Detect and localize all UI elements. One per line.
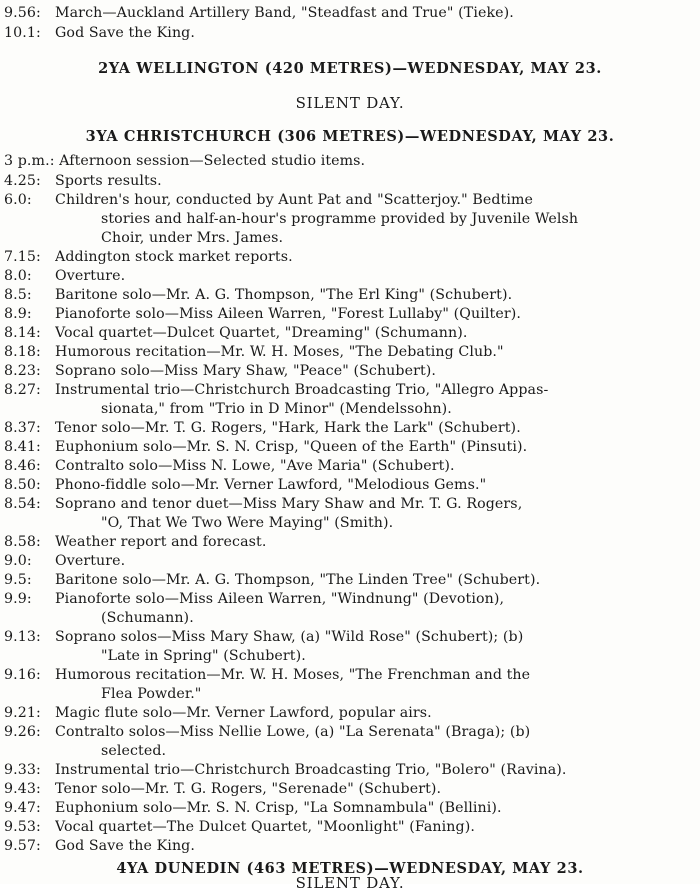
entry-text: Choir, under Mrs. James. [101, 230, 284, 246]
entry-text: Vocal quartet—The Dulcet Quartet, "Moonlight" (Faning). [55, 819, 475, 835]
programme-line [0, 494, 700, 514]
programme-line [0, 342, 700, 362]
programme-line [0, 266, 700, 286]
entry-text: Baritone solo—Mr. A. G. Thompson, "The Erl King" (Schubert). [55, 287, 513, 303]
programme-line [0, 437, 700, 457]
entry-text: Overture. [55, 553, 126, 569]
entry-text: Soprano and tenor duet—Miss Mary Shaw and Mr. T. G. Rogers, [55, 496, 523, 512]
entry-text: "O, That We Two Were Maying" (Smith). [101, 515, 394, 531]
programme-line [0, 703, 700, 723]
programme-line [0, 532, 700, 552]
entry-text: Magic flute solo—Mr. Verner Lawford, popular airs. [55, 705, 432, 721]
entry-time: 8.27: [4, 382, 41, 398]
entry-time: 10.1: [4, 25, 41, 41]
entry-text: Tenor solo—Mr. T. G. Rogers, "Serenade" (Schubert). [55, 781, 442, 797]
entry-time: 8.41: [4, 439, 41, 455]
programme-line-continued [0, 684, 700, 704]
entry-text: Baritone solo—Mr. A. G. Thompson, "The Linden Tree" (Schubert). [55, 572, 541, 588]
programme-line [0, 23, 700, 43]
entry-text: (Schumann). [101, 610, 194, 626]
entry-time: 4.25: [4, 173, 41, 189]
programme-line [0, 722, 700, 742]
entry-text: Pianoforte solo—Miss Aileen Warren, "Forest Lullaby" (Quilter). [55, 306, 521, 322]
entry-text: Sports results. [55, 173, 162, 189]
entry-time: 9.26: [4, 724, 41, 740]
programme-line [0, 304, 700, 324]
entry-time: 9.9: [4, 591, 32, 607]
programme-line-continued [0, 646, 700, 666]
entry-time: 8.37: [4, 420, 41, 436]
programme-line [0, 798, 700, 818]
entry-text: Pianoforte solo—Miss Aileen Warren, "Windnung" (Devotion), [55, 591, 505, 607]
entry-time: 9.57: [4, 838, 41, 854]
entry-text: Vocal quartet—Dulcet Quartet, "Dreaming" (Schumann). [55, 325, 468, 341]
programme-line [0, 817, 700, 837]
programme-line [0, 285, 700, 305]
christchurch-heading: 3YA CHRISTCHURCH (306 METRES)—WEDNESDAY, MAY 23. [85, 128, 615, 145]
entry-time: 8.54: [4, 496, 41, 512]
entry-time: 8.18: [4, 344, 41, 360]
wellington-heading: 2YA WELLINGTON (420 METRES)—WEDNESDAY, MAY 23. [98, 60, 602, 77]
entry-time: 8.5: [4, 287, 32, 303]
entry-time: 9.21: [4, 705, 41, 721]
programme-line [0, 3, 700, 23]
programme-line [0, 551, 700, 571]
programme-line [0, 247, 700, 267]
dunedin-silent-day: SILENT DAY. [295, 874, 405, 892]
programme-line [0, 323, 700, 343]
entry-text: Soprano solo—Miss Mary Shaw, "Peace" (Schubert). [55, 363, 437, 379]
entry-time: 9.5: [4, 572, 32, 588]
entry-time: 9.33: [4, 762, 41, 778]
entry-time: 9.13: [4, 629, 41, 645]
entry-text: Humorous recitation—Mr. W. H. Moses, "The Debating Club." [55, 344, 504, 360]
entry-time: 9.47: [4, 800, 41, 816]
programme-line [0, 171, 700, 191]
programme-line [0, 836, 700, 856]
programme-line [0, 627, 700, 647]
entry-time: 8.0: [4, 268, 32, 284]
entry-text: Flea Powder." [101, 686, 202, 702]
entry-text: Instrumental trio—Christchurch Broadcasting Trio, "Allegro Appas- [55, 382, 549, 398]
programme-line-continued [0, 399, 700, 419]
entry-text: Contralto solos—Miss Nellie Lowe, (a) "La Serenata" (Braga); (b) [55, 724, 531, 740]
entry-time: 8.9: [4, 306, 32, 322]
entry-text: selected. [101, 743, 167, 759]
entry-text: Addington stock market reports. [55, 249, 293, 265]
programme-line [0, 760, 700, 780]
entry-text: Soprano solos—Miss Mary Shaw, (a) "Wild Rose" (Schubert); (b) [55, 629, 524, 645]
entry-time: 8.50: [4, 477, 41, 493]
entry-text: Phono-fiddle solo—Mr. Verner Lawford, "Melodious Gems." [55, 477, 487, 493]
entry-time: 8.58: [4, 534, 41, 550]
entry-text: Instrumental trio—Christchurch Broadcasting Trio, "Bolero" (Ravina). [55, 762, 567, 778]
programme-line-continued [0, 608, 700, 628]
entry-text: Tenor solo—Mr. T. G. Rogers, "Hark, Hark the Lark" (Schubert). [55, 420, 521, 436]
entry-text: God Save the King. [55, 838, 195, 854]
wellington-silent-day: SILENT DAY. [295, 94, 405, 112]
programme-line [0, 665, 700, 685]
programme-line [0, 380, 700, 400]
entry-time: 9.53: [4, 819, 41, 835]
entry-text: March—Auckland Artillery Band, "Steadfast and True" (Tieke). [55, 5, 514, 21]
entry-text: 3 p.m.: Afternoon session—Selected studio items. [4, 153, 366, 169]
programme-line [0, 456, 700, 476]
entry-text: "Late in Spring" (Schubert). [101, 648, 306, 664]
programme-line-continued [0, 513, 700, 533]
entry-text: Overture. [55, 268, 126, 284]
entry-text: Euphonium solo—Mr. S. N. Crisp, "Queen of the Earth" (Pinsuti). [55, 439, 528, 455]
entry-text: Contralto solo—Miss N. Lowe, "Ave Maria" (Schubert). [55, 458, 455, 474]
entry-text: Weather report and forecast. [55, 534, 267, 550]
entry-time: 8.14: [4, 325, 41, 341]
entry-time: 9.43: [4, 781, 41, 797]
programme-line-continued [0, 741, 700, 761]
programme-line [0, 570, 700, 590]
programme-line [0, 475, 700, 495]
entry-text: God Save the King. [55, 25, 195, 41]
entry-text: Humorous recitation—Mr. W. H. Moses, "The Frenchman and the [55, 667, 531, 683]
programme-line [0, 779, 700, 799]
entry-text: Children's hour, conducted by Aunt Pat and "Scatterjoy." Bedtime [55, 192, 534, 208]
entry-text: stories and half-an-hour's programme provided by Juvenile Welsh [101, 211, 579, 227]
entry-time: 8.23: [4, 363, 41, 379]
programme-line [0, 418, 700, 438]
programme-line [0, 361, 700, 381]
entry-text: sionata," from "Trio in D Minor" (Mendelssohn). [101, 401, 452, 417]
programme-line [0, 151, 700, 171]
entry-time: 8.46: [4, 458, 41, 474]
programme-line [0, 589, 700, 609]
entry-text: Euphonium solo—Mr. S. N. Crisp, "La Somnambula" (Bellini). [55, 800, 502, 816]
entry-time: 9.0: [4, 553, 32, 569]
programme-line [0, 190, 700, 210]
entry-time: 9.16: [4, 667, 41, 683]
programme-line-continued [0, 209, 700, 229]
entry-time: 9.56: [4, 5, 41, 21]
entry-time: 7.15: [4, 249, 41, 265]
entry-time: 6.0: [4, 192, 32, 208]
dunedin-heading: 4YA DUNEDIN (463 METRES)—WEDNESDAY, MAY 23. [116, 860, 584, 877]
programme-line-continued [0, 228, 700, 248]
